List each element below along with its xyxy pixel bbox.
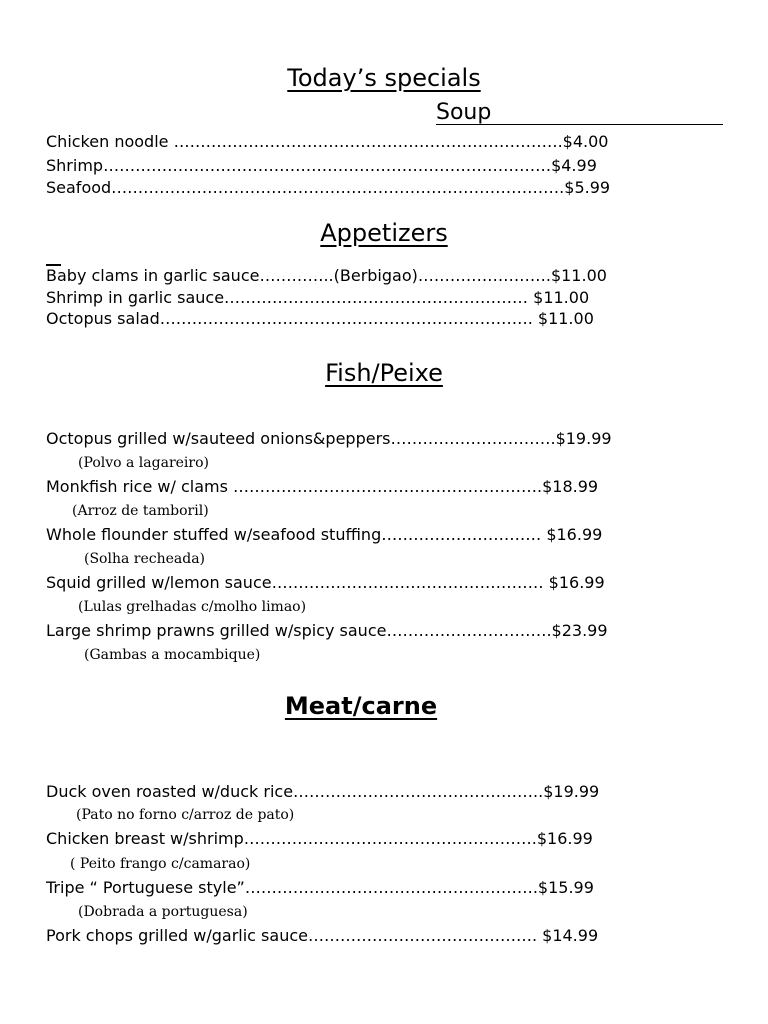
soup-underline <box>436 124 723 125</box>
menu-item-subtitle: (Pato no forno c/arroz de pato) <box>76 807 295 823</box>
menu-item-tripe: Tripe “ Portuguese style”……………………………………………….$15.99 <box>46 878 594 897</box>
menu-item-baby-clams: Baby clams in garlic sauce…………..(Berbigao)…………………….$11.00 <box>46 266 607 285</box>
menu-item-squid-grilled: Squid grilled w/lemon sauce…………………………………………… $16.99 <box>46 573 605 592</box>
menu-item-whole-flounder: Whole flounder stuffed w/seafood stuffing………………………… $16.99 <box>46 525 603 544</box>
menu-item-subtitle: (Lulas grelhadas c/molho limao) <box>78 599 307 615</box>
menu-item-subtitle: ( Peito frango c/camarao) <box>70 856 251 872</box>
menu-item-large-shrimp-prawns: Large shrimp prawns grilled w/spicy sauce………………………….$23.99 <box>46 621 608 640</box>
menu-item-octopus-salad: Octopus salad……………………………………………………………. $11.00 <box>46 309 594 328</box>
menu-item-subtitle: (Solha recheada) <box>84 551 206 567</box>
page-title: Today’s specials <box>287 64 481 92</box>
menu-item-subtitle: (Dobrada a portuguesa) <box>78 904 248 920</box>
section-heading-meat: Meat/carne <box>284 692 438 720</box>
menu-item-subtitle: (Polvo a lagareiro) <box>78 455 209 471</box>
menu-item-chicken-noodle: Chicken noodle ……………………………………………………………….$4.00 <box>46 132 609 151</box>
menu-item-octopus-grilled: Octopus grilled w/sauteed onions&peppers………………………….$19.99 <box>46 429 612 448</box>
section-heading-fish: Fish/Peixe <box>325 359 443 387</box>
section-heading-soup: Soup <box>436 100 492 125</box>
menu-item-subtitle: (Gambas a mocambique) <box>84 647 261 663</box>
menu-item-duck-oven-roasted: Duck oven roasted w/duck rice………………………………………..$19.99 <box>46 782 600 801</box>
menu-item-shrimp-soup: Shrimp…………………………………………………………………………$4.99 <box>46 156 597 175</box>
menu-item-shrimp-garlic: Shrimp in garlic sauce………………………………………………… $11.00 <box>46 288 590 307</box>
menu-item-seafood-soup: Seafood………………………………………………………………………….$5.99 <box>46 178 611 197</box>
section-heading-appetizers: Appetizers <box>320 219 448 247</box>
menu-item-chicken-breast: Chicken breast w/shrimp……………………………………………….$16.99 <box>46 829 593 848</box>
menu-item-monkfish-rice: Monkfish rice w/ clams ………………………………………………….$18.99 <box>46 477 599 496</box>
menu-item-subtitle: (Arroz de tamboril) <box>72 503 209 519</box>
menu-item-pork-chops: Pork chops grilled w/garlic sauce……………………………………. $14.99 <box>46 926 599 945</box>
